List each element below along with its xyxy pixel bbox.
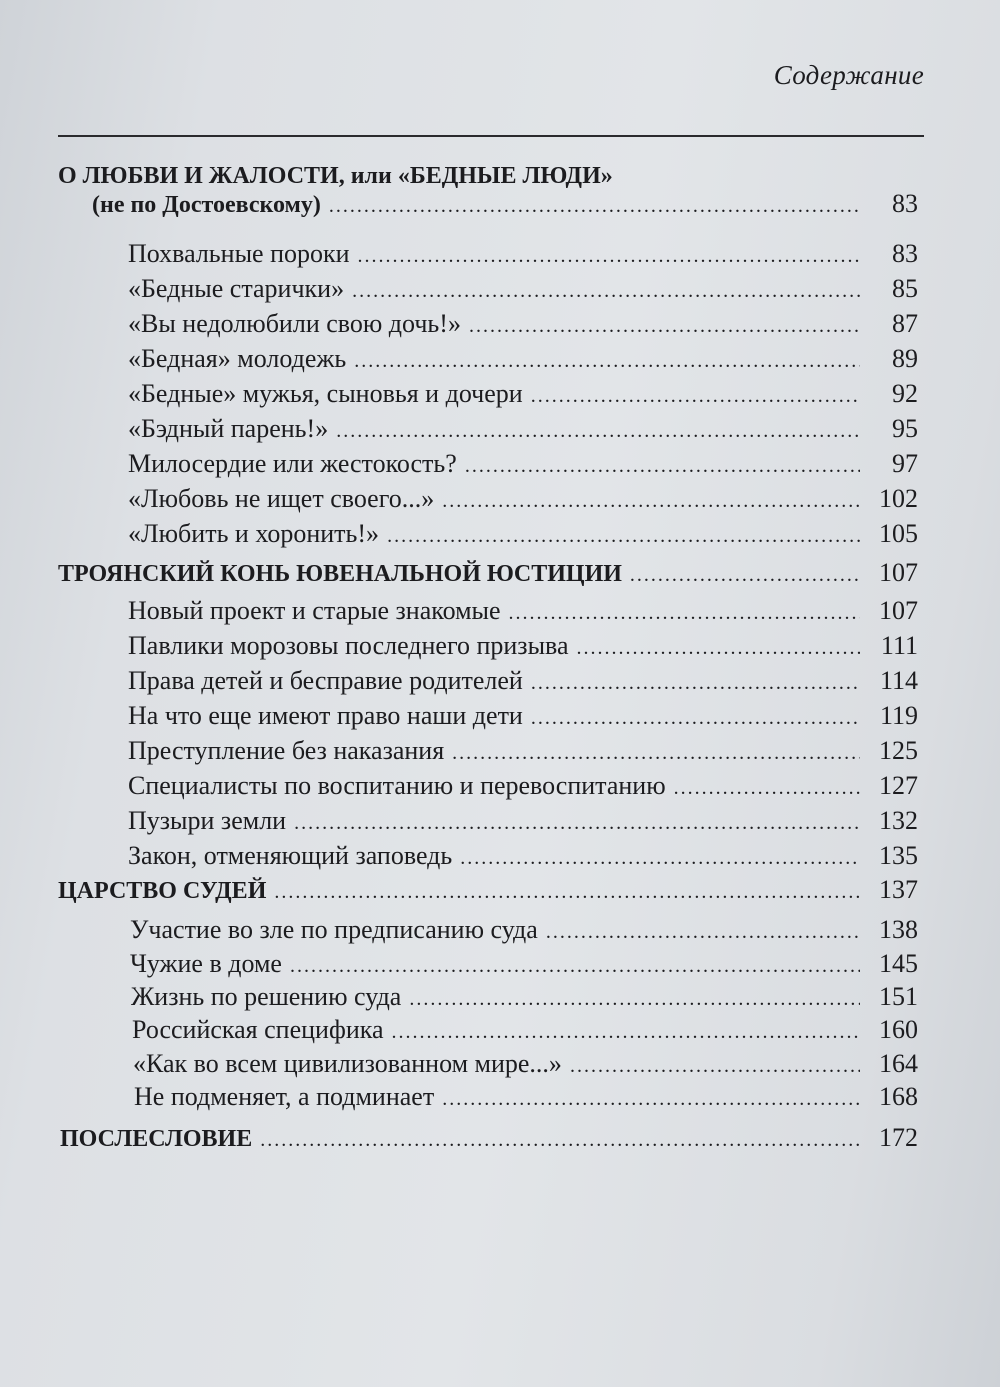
toc-section-entry[interactable] <box>130 946 918 982</box>
section-title: Пузыри земли <box>128 806 287 835</box>
dot-leader <box>329 188 860 224</box>
toc-section-entry[interactable] <box>131 979 918 1015</box>
page-number: 107 <box>879 596 918 625</box>
page-number: 135 <box>879 841 918 870</box>
section-title: «Как во всем цивилизованном мире...» <box>133 1049 562 1078</box>
page-number: 160 <box>879 1015 918 1044</box>
dot-leader <box>509 595 860 631</box>
page-number: 132 <box>879 806 918 835</box>
toc-section-entry[interactable] <box>128 271 918 307</box>
toc-section-entry[interactable] <box>128 446 918 482</box>
toc-chapter-entry[interactable] <box>58 555 918 591</box>
section-title: Павлики морозовы последнего призыва <box>128 631 569 660</box>
section-title: Новый проект и старые знакомые <box>128 596 501 625</box>
dot-leader <box>354 343 860 379</box>
chapter-title-line1: О ЛЮБВИ И ЖАЛОСТИ, или «БЕДНЫЕ ЛЮДИ» <box>58 163 613 189</box>
chapter-title: ЦАРСТВО СУДЕЙ <box>58 878 267 904</box>
dot-leader <box>442 1081 860 1117</box>
page-number: 83 <box>892 189 918 218</box>
page-number: 95 <box>892 414 918 443</box>
dot-leader <box>442 483 860 519</box>
section-title: На что еще имеют право наши дети <box>128 701 523 730</box>
page-number: 105 <box>879 519 918 548</box>
section-title: Российская специфика <box>132 1015 384 1044</box>
chapter-title: ТРОЯНСКИЙ КОНЬ ЮВЕНАЛЬНОЙ ЮСТИЦИИ <box>58 561 622 587</box>
dot-leader <box>387 518 860 554</box>
page-number: 85 <box>892 274 918 303</box>
page-number: 92 <box>892 379 918 408</box>
toc-section-entry[interactable] <box>128 341 918 377</box>
section-title: Закон, отменяющий заповедь <box>128 841 453 870</box>
toc-section-entry[interactable] <box>128 803 918 839</box>
toc-section-entry[interactable] <box>128 838 918 874</box>
toc-section-entry[interactable] <box>128 411 918 447</box>
toc-section-entry[interactable] <box>128 733 918 769</box>
page-number: 107 <box>879 558 918 587</box>
section-title: «Любить и хоронить!» <box>128 519 380 548</box>
page-number: 89 <box>892 344 918 373</box>
section-title: Специалисты по воспитанию и перевоспитанию <box>128 771 666 800</box>
page-number: 125 <box>879 736 918 765</box>
dot-leader <box>274 874 860 910</box>
dot-leader <box>260 1122 860 1158</box>
toc-section-entry[interactable] <box>134 1079 918 1115</box>
section-title: Похвальные пороки <box>128 239 350 268</box>
page-number: 172 <box>879 1123 918 1152</box>
page-number: 119 <box>879 701 918 730</box>
toc-section-entry[interactable] <box>128 768 918 804</box>
toc-section-entry[interactable] <box>128 236 918 272</box>
section-title: Преступление без наказания <box>128 736 445 765</box>
dot-leader <box>469 308 860 344</box>
dot-leader <box>392 1014 860 1050</box>
section-title: «Бедные» мужья, сыновья и дочери <box>128 379 523 408</box>
section-title: «Бедная» молодежь <box>128 344 347 373</box>
section-title: «Бедные старички» <box>128 274 345 303</box>
page-number: 114 <box>879 666 918 695</box>
page-number: 137 <box>879 875 918 904</box>
section-title: «Вы недолюбили свою дочь!» <box>128 309 461 338</box>
page-number: 102 <box>879 484 918 513</box>
section-title: Права детей и бесправие родителей <box>128 666 523 695</box>
section-title: «Бэдный парень!» <box>128 414 329 443</box>
running-head: Содержание <box>773 60 924 90</box>
toc-section-entry[interactable] <box>128 628 918 664</box>
section-title: Чужие в доме <box>130 949 282 978</box>
toc-section-entry[interactable] <box>128 376 918 412</box>
toc-chapter-entry[interactable] <box>58 872 918 908</box>
toc-section-entry[interactable] <box>133 1046 918 1082</box>
page-number: 127 <box>879 771 918 800</box>
toc-section-entry[interactable] <box>132 1012 918 1048</box>
page-number: 87 <box>892 309 918 338</box>
dot-leader <box>531 665 860 701</box>
page-number: 145 <box>879 949 918 978</box>
toc-section-entry[interactable] <box>128 593 918 629</box>
section-title: Милосердие или жестокость? <box>128 449 457 478</box>
toc-section-entry[interactable] <box>128 306 918 342</box>
afterword-title: ПОСЛЕСЛОВИЕ <box>60 1126 253 1152</box>
section-title: «Любовь не ищет своего...» <box>128 484 435 513</box>
page-number: 111 <box>880 631 918 660</box>
section-title: Жизнь по решению суда <box>131 982 402 1011</box>
dot-leader <box>577 630 860 666</box>
dot-leader <box>460 840 860 876</box>
toc-chapter-entry[interactable] <box>92 186 918 222</box>
toc-afterword-entry[interactable] <box>60 1120 918 1156</box>
page-number: 151 <box>879 982 918 1011</box>
dot-leader <box>465 448 860 484</box>
dot-leader <box>452 735 860 771</box>
dot-leader <box>674 770 860 806</box>
toc-section-entry[interactable] <box>128 663 918 699</box>
toc-section-entry[interactable] <box>128 481 918 517</box>
dot-leader <box>630 557 860 593</box>
toc-section-entry[interactable] <box>130 912 918 948</box>
dot-leader <box>336 413 860 449</box>
dot-leader <box>546 914 860 950</box>
dot-leader <box>531 700 860 736</box>
dot-leader <box>294 805 860 841</box>
dot-leader <box>531 378 860 414</box>
page-number: 138 <box>879 915 918 944</box>
chapter-title-line2: (не по Достоевскому) <box>92 192 321 218</box>
section-title: Участие во зле по предписанию суда <box>130 915 538 944</box>
toc-section-entry[interactable] <box>128 698 918 734</box>
page-number: 164 <box>879 1049 918 1078</box>
dot-leader <box>358 238 860 274</box>
page-number: 168 <box>879 1082 918 1111</box>
section-title: Не подменяет, а подминает <box>134 1082 435 1111</box>
toc-section-entry[interactable] <box>128 516 918 552</box>
page-number: 97 <box>892 449 918 478</box>
dot-leader <box>352 273 860 309</box>
page-number: 83 <box>892 239 918 268</box>
